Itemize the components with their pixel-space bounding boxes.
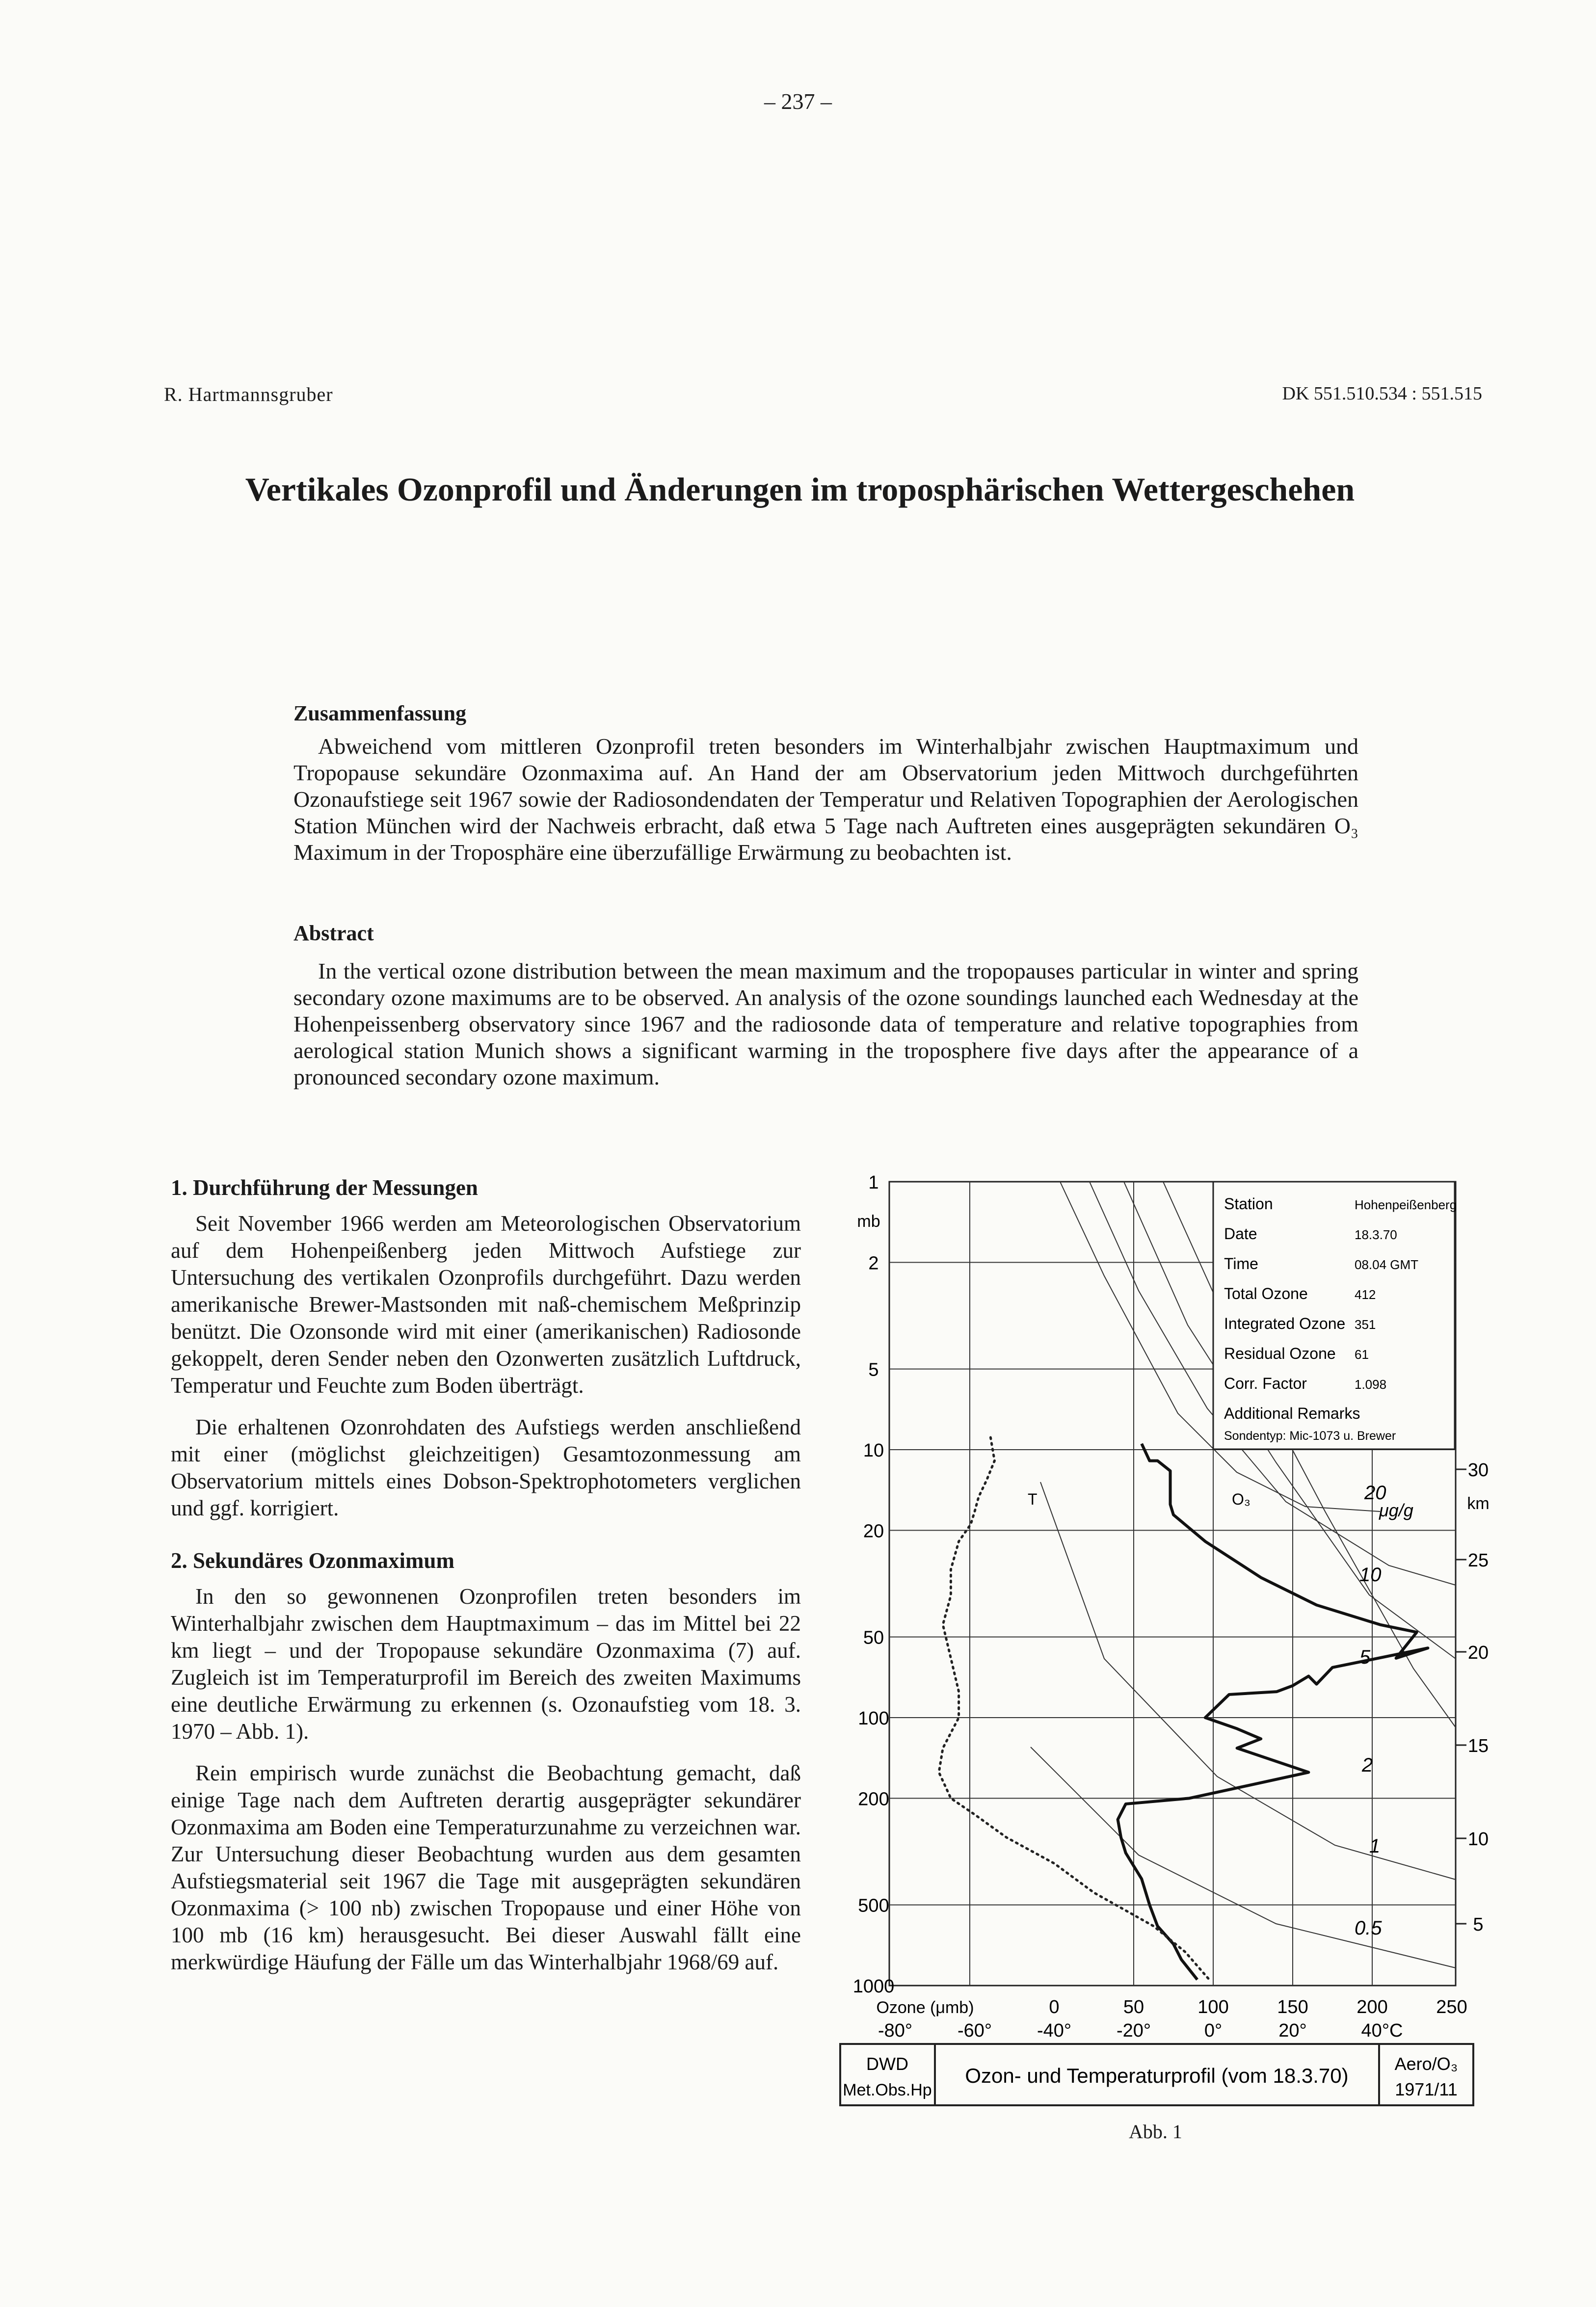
pressure-axis bbox=[853, 1172, 895, 1997]
ozone-temperature-chart bbox=[825, 1153, 1492, 2115]
altitude-tick-label: 20 bbox=[1467, 1643, 1489, 1663]
article-title: Vertikales Ozonprofil und Änderungen im troposphärischen Wettergeschehen bbox=[245, 471, 1355, 508]
info-label: Corr. Factor bbox=[1224, 1375, 1307, 1392]
info-label: Total Ozone bbox=[1224, 1285, 1308, 1302]
info-value: Hohenpeißenberg bbox=[1355, 1197, 1457, 1212]
page-number: – 237 – bbox=[764, 89, 832, 114]
footer-number: 1971/11 bbox=[1395, 2079, 1458, 2099]
mixing-ratio-curve bbox=[1040, 1482, 1456, 1880]
mixing-ratio-labels bbox=[1355, 1482, 1413, 1939]
info-value: 18.3.70 bbox=[1355, 1227, 1397, 1242]
pressure-tick-label: 10 bbox=[863, 1440, 884, 1461]
ozone-axis bbox=[876, 1997, 1467, 2017]
pressure-tick-label: 1000 bbox=[852, 1976, 895, 1997]
mixing-ratio-label: 5 bbox=[1359, 1646, 1371, 1668]
author: R. Hartmannsgruber bbox=[164, 383, 333, 405]
altitude-tick-label: 5 bbox=[1473, 1914, 1484, 1935]
info-value: 412 bbox=[1355, 1287, 1376, 1302]
temperature-tick-label: 40°C bbox=[1361, 2020, 1403, 2041]
temperature-axis bbox=[878, 2020, 1403, 2041]
ozone-tick-label: 200 bbox=[1357, 1997, 1388, 2017]
figure-caption: Abb. 1 bbox=[1129, 2121, 1182, 2143]
info-label: Residual Ozone bbox=[1224, 1345, 1336, 1362]
pressure-tick-label: 100 bbox=[858, 1708, 889, 1729]
ozone-tick-label: 150 bbox=[1277, 1997, 1308, 2017]
mixing-ratio-label: 1 bbox=[1369, 1835, 1381, 1857]
footer-title: Ozon- und Temperaturprofil (vom 18.3.70) bbox=[965, 2064, 1349, 2087]
pressure-tick-label: 200 bbox=[858, 1789, 889, 1810]
info-label: Time bbox=[1224, 1255, 1258, 1273]
temperature-profile-line bbox=[939, 1437, 1209, 1980]
altitude-tick-label: 25 bbox=[1467, 1550, 1489, 1571]
ozone-tick-label: 50 bbox=[1123, 1997, 1144, 2017]
pressure-unit: mb bbox=[857, 1212, 880, 1231]
section1-heading: 1. Durchführung der Messungen bbox=[171, 1175, 478, 1200]
info-label: Station bbox=[1224, 1195, 1273, 1213]
altitude-tick-label: 30 bbox=[1467, 1460, 1489, 1481]
ozone-profile-line bbox=[1118, 1444, 1428, 1980]
abstract-heading: Abstract bbox=[293, 921, 374, 945]
altitude-tick-label: 10 bbox=[1467, 1829, 1489, 1850]
zusammenfassung-text bbox=[293, 733, 1358, 866]
ozone-tick-label: 0 bbox=[1049, 1997, 1060, 2017]
footer-aero: Aero/O₃ bbox=[1394, 2054, 1458, 2074]
ozone-tick-label: 250 bbox=[1436, 1997, 1467, 2017]
pressure-tick-label: 500 bbox=[858, 1895, 889, 1916]
footer-dwd: DWD bbox=[866, 2054, 908, 2074]
abstract-text bbox=[293, 958, 1358, 1090]
ozone-series-label: O₃ bbox=[1232, 1490, 1250, 1508]
pressure-tick-label: 20 bbox=[863, 1521, 884, 1542]
mixing-ratio-label: 2 bbox=[1362, 1754, 1373, 1776]
info-value: 1.098 bbox=[1355, 1377, 1387, 1392]
remarks-line: Sondentyp: Mic-1073 u. Brewer bbox=[1224, 1429, 1396, 1443]
pressure-tick-label: 2 bbox=[868, 1253, 879, 1274]
temperature-series-label: T bbox=[1028, 1490, 1037, 1508]
temperature-tick-label: -20° bbox=[1116, 2020, 1151, 2041]
temperature-tick-label: -80° bbox=[878, 2020, 913, 2041]
zusammenfassung-paragraph: Abweichend vom mittleren Ozonprofil treten besonders im Winterhalbjahr zwischen Hauptmaximum und Tropopause sekundäre Ozonmaxima auf. An Hand der am Observatorium jeden Mittwoch durchgeführten Ozonaufstiege seit 1967 sowie der Radiosondendaten der Temperatur und Relativen Topographien der Aerologischen Station München wird der Nachweis erbracht, daß etwa 5 Tage nach Auftreten eines ausgeprägten sekundären O₃ Maximum in der Troposphäre eine überzufällige Erwärmung zu beobachten ist. bbox=[293, 734, 1358, 865]
section2-heading: 2. Sekundäres Ozonmaximum bbox=[171, 1548, 454, 1573]
temperature-tick-label: -60° bbox=[957, 2020, 992, 2041]
info-value: 351 bbox=[1355, 1317, 1376, 1332]
section1-paragraph-2: Die erhaltenen Ozonrohdaten des Aufstiegs werden anschließend mit einer (möglichst gleichzeitigen) Gesamtozonmessung am Observatorium mittels eines Dobson-Spektrophotometers verglichen und ggf. korrigiert. bbox=[171, 1415, 801, 1520]
abstract-paragraph: In the vertical ozone distribution between the mean maximum and the tropopauses particular in winter and spring secondary ozone maximums are to be observed. An analysis of the ozone soundings launched each Wednesday at the Hohenpeissenberg observatory since 1967 and the radiosonde data of temperature and relative topographies from aerological station Munich shows a significant warming in the troposphere five days after the appearance of a pronounced secondary ozone maximum. bbox=[293, 958, 1358, 1089]
pressure-tick-label: 50 bbox=[863, 1627, 884, 1648]
altitude-axis bbox=[1456, 1460, 1490, 1935]
info-value: 61 bbox=[1355, 1347, 1369, 1362]
chart-series bbox=[939, 1437, 1428, 1980]
section2-paragraph-2: Rein empirisch wurde zunächst die Beobachtung gemacht, daß einige Tage nach dem Auftreten derartig ausgeprägter sekundärer Ozonmaxima am Boden eine Temperaturzunahme zu verzeichnen war. Zur Untersuchung dieser Beobachtung wurden aus dem gesamten Aufstiegsmaterial seit 1967 die Tage mit ausgeprägten sekundären Ozonmaxima (> 100 nb) zwischen Tropopause und einer Höhe von 100 mb (16 km) herausgesucht. Bei dieser Auswahl fällt eine merkwürdige Häufung der Fälle um das Winterhalbjahr 1968/69 auf. bbox=[171, 1761, 801, 1974]
zusammenfassung-heading: Zusammenfassung bbox=[293, 701, 467, 725]
body-column bbox=[171, 1174, 801, 1990]
ozone-tick-label: 100 bbox=[1197, 1997, 1229, 2017]
altitude-tick-label: 15 bbox=[1467, 1736, 1489, 1756]
mixing-ratio-curve bbox=[1031, 1747, 1456, 1968]
mixing-ratio-label: 10 bbox=[1359, 1564, 1382, 1586]
footer-met-obs: Met.Obs.Hp bbox=[843, 2081, 932, 2099]
section2-paragraph-1: In den so gewonnenen Ozonprofilen treten besonders im Winterhalbjahr zwischen dem Hauptmaximum – das im Mittel bei 22 km liegt – und der Tropopause sekundäre Ozonmaxima (7) auf. Zugleich ist im Temperaturprofil im Bereich des zweiten Maximums eine deutliche Erwärmung zu erkennen (s. Ozonaufstieg vom 18. 3. 1970 – Abb. 1). bbox=[171, 1584, 801, 1744]
mixing-ratio-label: 0.5 bbox=[1355, 1917, 1382, 1939]
info-label: Date bbox=[1224, 1225, 1257, 1243]
mixing-ratio-unit: μg/g bbox=[1379, 1500, 1413, 1520]
pressure-tick-label: 1 bbox=[868, 1172, 879, 1193]
info-label: Additional Remarks bbox=[1224, 1405, 1360, 1422]
info-label: Integrated Ozone bbox=[1224, 1315, 1346, 1332]
temperature-tick-label: -40° bbox=[1037, 2020, 1072, 2041]
altitude-unit: km bbox=[1467, 1494, 1490, 1513]
ozone-axis-label: Ozone (μmb) bbox=[876, 1998, 974, 2017]
section1-paragraph-1: Seit November 1966 werden am Meteorologischen Observatorium auf dem Hohenpeißenberg jeden Mittwoch Aufstiege zur Untersuchung des vertikalen Ozonprofils durchgeführt. Dazu werden amerikanische Brewer-Mastsonden mit naß-chemischem Meßprinzip benützt. Die Ozonsonde wird mit einer (amerikanischen) Radiosonde gekoppelt, deren Sender neben den Ozonwerten zusätzlich Luftdruck, Temperatur und Feuchte zum Boden überträgt. bbox=[171, 1211, 801, 1398]
dk-classification: DK 551.510.534 : 551.515 bbox=[1282, 383, 1482, 404]
temperature-tick-label: 0° bbox=[1204, 2020, 1223, 2041]
info-value: 08.04 GMT bbox=[1355, 1257, 1419, 1272]
pressure-tick-label: 5 bbox=[868, 1359, 879, 1380]
temperature-tick-label: 20° bbox=[1278, 2020, 1307, 2041]
mixing-ratio-label: 20 bbox=[1364, 1482, 1386, 1504]
series-labels bbox=[1028, 1490, 1250, 1508]
